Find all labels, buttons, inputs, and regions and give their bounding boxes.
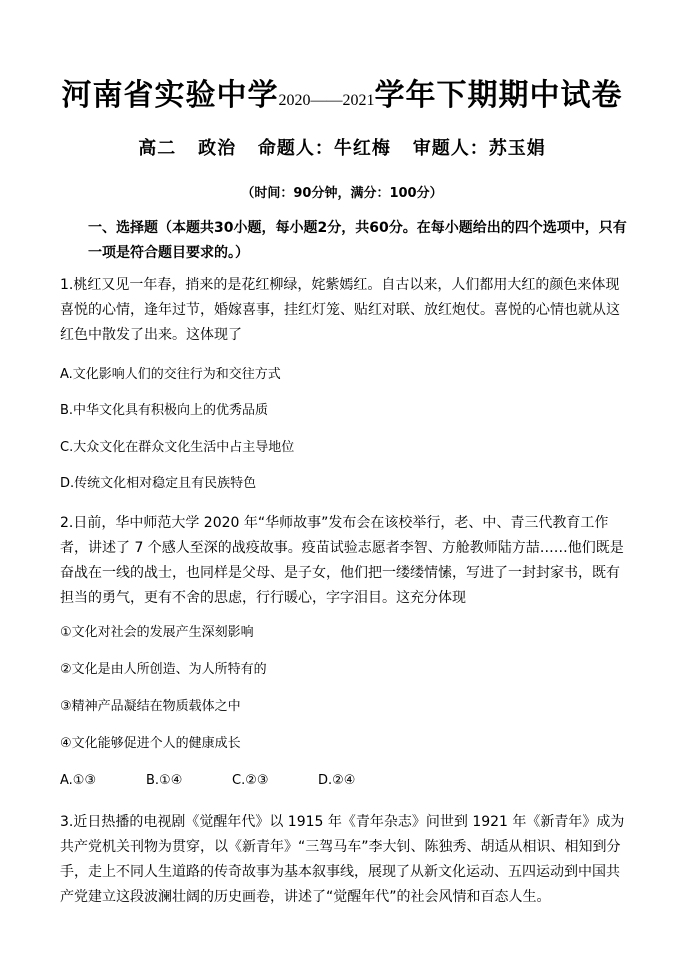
question-3-stem: 3.近日热播的电视剧《觉醒年代》以 1915 年《青年杂志》问世到 1921 年《新青年》成为共产党机关刊物为贯穿，以《新青年》“三驾马车”李大钊、陈独秀、胡适从相识、相知到分手，走上不同人生道路的传奇故事为基本叙事线，展现了从新文化运动、五四运动到中国共产党建立这段波澜壮阔的历史画卷，讲述了“觉醒年代”的社会风情和百态人生。 — [60, 814, 625, 905]
exam-subtitle: 高二 政治 命题人：牛红梅 审题人：苏玉娟 — [138, 138, 546, 159]
question-2-options — [60, 771, 404, 791]
question-2-option-d: D.②④ — [318, 773, 356, 788]
question-2-statement-1: ①文化对社会的发展产生深刻影响 — [60, 625, 254, 640]
question-2-statement-2: ②文化是由人所创造、为人所特有的 — [60, 662, 267, 677]
section-heading — [60, 216, 630, 266]
question-2-stem: 2.日前，华中师范大学 2020 年“华师故事”发布会在该校举行，老、中、青三代教育工作者，讲述了 7 个感人至深的战疫故事。疫苗试验志愿者李智、方舱教师陆方喆……他们既是奋战在一线的战士，也同样是父母、是子女，他们把一缕缕情愫，写进了一封封家书，既有担当的勇气，更有不舍的思虑，行行暖心，字字泪目。这充分体现 — [60, 515, 624, 606]
question-1-option-b: B.中华文化具有积极向上的优秀品质 — [60, 403, 269, 418]
title-years: 2020——2021 — [278, 92, 375, 109]
time-score-info: （时间：90分钟，满分：100分） — [241, 186, 443, 201]
question-2-statement-4: ④文化能够促进个人的健康成长 — [60, 736, 241, 751]
section-heading-text: 一、选择题（本题共30小题，每小题2分，共60分。在每小题给出的四个选项中，只有一项是符合题目要求的。） — [88, 220, 627, 261]
question-1-stem: 1.桃红又见一年春，捎来的是花红柳绿，姹紫嫣红。自古以来，人们都用大红的颜色来体现喜悦的心情，逢年过节，婚嫁喜事，挂红灯笼、贴红对联、放红炮仗。喜悦的心情也就从这红色中散发了出来。这体现了 — [60, 277, 620, 343]
question-2-statement-3: ③精神产品凝结在物质载体之中 — [60, 699, 241, 714]
question-1-option-c: C.大众文化在群众文化生活中占主导地位 — [60, 440, 295, 455]
question-2-option-c: C.②③ — [232, 773, 269, 788]
exam-title — [0, 70, 684, 114]
title-school: 河南省实验中学 — [61, 78, 279, 113]
question-1-option-a: A.文化影响人们的交往行为和交往方式 — [60, 367, 281, 382]
question-2-option-b: B.①④ — [146, 773, 183, 788]
title-term: 学年下期期中试卷 — [374, 78, 623, 113]
question-1-option-d: D.传统文化相对稳定且有民族特色 — [60, 476, 257, 491]
question-2-option-a: A.①③ — [60, 773, 97, 788]
